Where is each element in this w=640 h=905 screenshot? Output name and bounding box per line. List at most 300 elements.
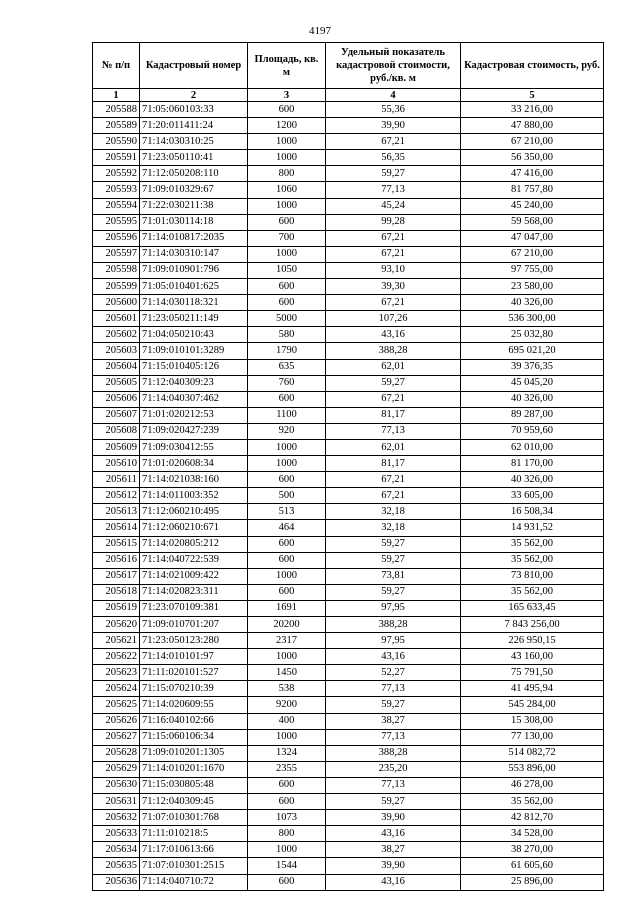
area-cell: 600	[248, 552, 326, 568]
specific-value-cell: 77,13	[326, 729, 461, 745]
cadastral-value-cell: 40 326,00	[461, 472, 604, 488]
specific-value-cell: 43,16	[326, 874, 461, 890]
table-row	[93, 681, 604, 697]
area-cell: 800	[248, 826, 326, 842]
specific-value-cell: 59,27	[326, 166, 461, 182]
cadastral-value-cell: 47 880,00	[461, 118, 604, 134]
specific-value-cell: 77,13	[326, 182, 461, 198]
cadastral-number-cell: 71:14:011003:352	[140, 488, 248, 504]
cadastral-number-cell: 71:09:010329:67	[140, 182, 248, 198]
area-cell: 1200	[248, 118, 326, 134]
area-cell: 1790	[248, 343, 326, 359]
area-cell: 600	[248, 214, 326, 230]
cadastral-number-cell: 71:14:021009:422	[140, 568, 248, 584]
specific-value-cell: 67,21	[326, 134, 461, 150]
row-number-cell: 205611	[93, 472, 140, 488]
cadastral-value-cell: 25 896,00	[461, 874, 604, 890]
table-row	[93, 407, 604, 423]
cadastral-value-cell: 695 021,20	[461, 343, 604, 359]
cadastral-number-cell: 71:11:010218:5	[140, 826, 248, 842]
specific-value-cell: 39,90	[326, 858, 461, 874]
row-number-cell: 205589	[93, 118, 140, 134]
table-row	[93, 359, 604, 375]
table-row	[93, 311, 604, 327]
header-cadastral-number: Кадастровый номер	[140, 43, 248, 89]
table-row	[93, 198, 604, 214]
specific-value-cell: 62,01	[326, 439, 461, 455]
cadastral-number-cell: 71:09:030412:55	[140, 439, 248, 455]
cadastral-number-cell: 71:15:010405:126	[140, 359, 248, 375]
cadastral-value-cell: 47 047,00	[461, 230, 604, 246]
row-number-cell: 205590	[93, 134, 140, 150]
row-number-cell: 205604	[93, 359, 140, 375]
specific-value-cell: 77,13	[326, 681, 461, 697]
area-cell: 1000	[248, 150, 326, 166]
area-cell: 1000	[248, 198, 326, 214]
cadastral-number-cell: 71:09:020427:239	[140, 423, 248, 439]
specific-value-cell: 59,27	[326, 375, 461, 391]
table-row	[93, 423, 604, 439]
row-number-cell: 205623	[93, 665, 140, 681]
cadastral-number-cell: 71:15:060106:34	[140, 729, 248, 745]
cadastral-number-cell: 71:05:010401:625	[140, 279, 248, 295]
specific-value-cell: 59,27	[326, 794, 461, 810]
row-number-cell: 205595	[93, 214, 140, 230]
row-number-cell: 205633	[93, 826, 140, 842]
specific-value-cell: 77,13	[326, 423, 461, 439]
area-cell: 1544	[248, 858, 326, 874]
cadastral-value-cell: 226 950,15	[461, 633, 604, 649]
specific-value-cell: 38,27	[326, 713, 461, 729]
table-row	[93, 633, 604, 649]
cadastral-value-cell: 43 160,00	[461, 649, 604, 665]
table-row	[93, 552, 604, 568]
row-number-cell: 205624	[93, 681, 140, 697]
row-number-cell: 205609	[93, 439, 140, 455]
cadastral-number-cell: 71:15:030805:48	[140, 777, 248, 793]
cadastral-value-cell: 16 508,34	[461, 504, 604, 520]
table-row	[93, 874, 604, 890]
row-number-cell: 205629	[93, 761, 140, 777]
table-row	[93, 729, 604, 745]
row-number-cell: 205596	[93, 230, 140, 246]
area-cell: 20200	[248, 617, 326, 633]
cadastral-number-cell: 71:01:030114:18	[140, 214, 248, 230]
cadastral-value-cell: 97 755,00	[461, 262, 604, 278]
row-number-cell: 205618	[93, 584, 140, 600]
header-cadastral-value: Кадастровая стоимость, руб.	[461, 43, 604, 89]
table-row	[93, 777, 604, 793]
cadastral-value-cell: 35 562,00	[461, 794, 604, 810]
area-cell: 513	[248, 504, 326, 520]
row-number-cell: 205610	[93, 456, 140, 472]
header-specific-value: Удельный показатель кадастровой стоимости, руб./кв. м	[326, 43, 461, 89]
table-row	[93, 649, 604, 665]
specific-value-cell: 32,18	[326, 504, 461, 520]
cadastral-number-cell: 71:01:020212:53	[140, 407, 248, 423]
cadastral-value-cell: 46 278,00	[461, 777, 604, 793]
table-row	[93, 118, 604, 134]
table-row	[93, 858, 604, 874]
cadastral-value-cell: 81 170,00	[461, 456, 604, 472]
area-cell: 1073	[248, 810, 326, 826]
cadastral-number-cell: 71:05:060103:33	[140, 102, 248, 118]
specific-value-cell: 59,27	[326, 552, 461, 568]
cadastral-value-cell: 165 633,45	[461, 600, 604, 616]
area-cell: 1060	[248, 182, 326, 198]
cadastral-number-cell: 71:14:010817:2035	[140, 230, 248, 246]
specific-value-cell: 99,28	[326, 214, 461, 230]
area-cell: 2317	[248, 633, 326, 649]
cadastral-number-cell: 71:14:030310:25	[140, 134, 248, 150]
specific-value-cell: 77,13	[326, 777, 461, 793]
cadastral-number-cell: 71:20:011411:24	[140, 118, 248, 134]
cadastral-value-cell: 23 580,00	[461, 279, 604, 295]
specific-value-cell: 93,10	[326, 262, 461, 278]
row-number-cell: 205631	[93, 794, 140, 810]
cadastral-value-cell: 59 568,00	[461, 214, 604, 230]
cadastral-number-cell: 71:09:010201:1305	[140, 745, 248, 761]
area-cell: 1000	[248, 134, 326, 150]
cadastral-value-cell: 61 605,60	[461, 858, 604, 874]
table-row	[93, 134, 604, 150]
cadastral-number-cell: 71:01:020608:34	[140, 456, 248, 472]
cadastral-value-cell: 42 812,70	[461, 810, 604, 826]
table-row	[93, 520, 604, 536]
area-cell: 5000	[248, 311, 326, 327]
row-number-cell: 205607	[93, 407, 140, 423]
cadastral-value-cell: 47 416,00	[461, 166, 604, 182]
table-row	[93, 584, 604, 600]
cadastral-value-cell: 545 284,00	[461, 697, 604, 713]
specific-value-cell: 55,36	[326, 102, 461, 118]
area-cell: 2355	[248, 761, 326, 777]
row-number-cell: 205616	[93, 552, 140, 568]
area-cell: 600	[248, 874, 326, 890]
table-header-row	[93, 43, 604, 89]
cadastral-value-cell: 15 308,00	[461, 713, 604, 729]
area-cell: 600	[248, 295, 326, 311]
area-cell: 700	[248, 230, 326, 246]
cadastral-number-cell: 71:14:021038:160	[140, 472, 248, 488]
area-cell: 600	[248, 472, 326, 488]
table-row	[93, 794, 604, 810]
cadastral-value-cell: 14 931,52	[461, 520, 604, 536]
area-cell: 760	[248, 375, 326, 391]
cadastral-number-cell: 71:07:010301:2515	[140, 858, 248, 874]
table-row	[93, 295, 604, 311]
area-cell: 1000	[248, 729, 326, 745]
cadastral-value-cell: 35 562,00	[461, 552, 604, 568]
row-number-cell: 205605	[93, 375, 140, 391]
specific-value-cell: 388,28	[326, 745, 461, 761]
cadastral-value-cell: 33 216,00	[461, 102, 604, 118]
cadastral-number-cell: 71:14:040307:462	[140, 391, 248, 407]
specific-value-cell: 43,16	[326, 826, 461, 842]
table-row	[93, 279, 604, 295]
table-row	[93, 617, 604, 633]
specific-value-cell: 32,18	[326, 520, 461, 536]
table-row	[93, 182, 604, 198]
row-number-cell: 205613	[93, 504, 140, 520]
row-number-cell: 205636	[93, 874, 140, 890]
specific-value-cell: 81,17	[326, 456, 461, 472]
row-number-cell: 205597	[93, 246, 140, 262]
cadastral-number-cell: 71:12:060210:671	[140, 520, 248, 536]
column-number-row	[93, 89, 604, 102]
row-number-cell: 205592	[93, 166, 140, 182]
table-row	[93, 745, 604, 761]
row-number-cell: 205606	[93, 391, 140, 407]
specific-value-cell: 97,95	[326, 600, 461, 616]
column-number: 5	[461, 89, 604, 102]
specific-value-cell: 43,16	[326, 327, 461, 343]
cadastral-number-cell: 71:14:010101:97	[140, 649, 248, 665]
cadastral-value-cell: 7 843 256,00	[461, 617, 604, 633]
table-row	[93, 246, 604, 262]
cadastral-value-cell: 67 210,00	[461, 246, 604, 262]
area-cell: 1000	[248, 568, 326, 584]
area-cell: 1324	[248, 745, 326, 761]
row-number-cell: 205628	[93, 745, 140, 761]
row-number-cell: 205625	[93, 697, 140, 713]
area-cell: 600	[248, 584, 326, 600]
row-number-cell: 205598	[93, 262, 140, 278]
cadastral-value-cell: 67 210,00	[461, 134, 604, 150]
table-row	[93, 262, 604, 278]
area-cell: 1450	[248, 665, 326, 681]
cadastral-number-cell: 71:09:010901:796	[140, 262, 248, 278]
cadastral-number-cell: 71:16:040102:66	[140, 713, 248, 729]
specific-value-cell: 62,01	[326, 359, 461, 375]
cadastral-number-cell: 71:14:020609:55	[140, 697, 248, 713]
cadastral-number-cell: 71:12:040309:23	[140, 375, 248, 391]
specific-value-cell: 67,21	[326, 230, 461, 246]
area-cell: 464	[248, 520, 326, 536]
specific-value-cell: 73,81	[326, 568, 461, 584]
row-number-cell: 205599	[93, 279, 140, 295]
specific-value-cell: 107,26	[326, 311, 461, 327]
column-number: 4	[326, 89, 461, 102]
area-cell: 1000	[248, 649, 326, 665]
cadastral-number-cell: 71:14:030310:147	[140, 246, 248, 262]
row-number-cell: 205620	[93, 617, 140, 633]
cadastral-value-cell: 25 032,80	[461, 327, 604, 343]
table-row	[93, 826, 604, 842]
row-number-cell: 205635	[93, 858, 140, 874]
table-body	[93, 102, 604, 891]
cadastral-value-cell: 75 791,50	[461, 665, 604, 681]
table-row	[93, 568, 604, 584]
area-cell: 600	[248, 794, 326, 810]
area-cell: 500	[248, 488, 326, 504]
table-row	[93, 810, 604, 826]
cadastral-value-cell: 73 810,00	[461, 568, 604, 584]
cadastral-number-cell: 71:09:010101:3289	[140, 343, 248, 359]
specific-value-cell: 67,21	[326, 246, 461, 262]
specific-value-cell: 67,21	[326, 391, 461, 407]
cadastral-value-cell: 39 376,35	[461, 359, 604, 375]
row-number-cell: 205634	[93, 842, 140, 858]
cadastral-value-cell: 40 326,00	[461, 391, 604, 407]
area-cell: 920	[248, 423, 326, 439]
row-number-cell: 205603	[93, 343, 140, 359]
specific-value-cell: 43,16	[326, 649, 461, 665]
cadastral-number-cell: 71:12:040309:45	[140, 794, 248, 810]
page-number: 4197	[309, 25, 331, 37]
table-row	[93, 713, 604, 729]
table-row	[93, 439, 604, 455]
area-cell: 600	[248, 279, 326, 295]
cadastral-value-cell: 553 896,00	[461, 761, 604, 777]
specific-value-cell: 388,28	[326, 617, 461, 633]
cadastral-number-cell: 71:23:050123:280	[140, 633, 248, 649]
area-cell: 1100	[248, 407, 326, 423]
cadastral-number-cell: 71:09:010701:207	[140, 617, 248, 633]
cadastral-number-cell: 71:23:070109:381	[140, 600, 248, 616]
row-number-cell: 205622	[93, 649, 140, 665]
table-row	[93, 697, 604, 713]
specific-value-cell: 67,21	[326, 488, 461, 504]
cadastral-number-cell: 71:14:020823:311	[140, 584, 248, 600]
area-cell: 600	[248, 536, 326, 552]
row-number-cell: 205627	[93, 729, 140, 745]
table-row	[93, 665, 604, 681]
area-cell: 600	[248, 102, 326, 118]
cadastral-number-cell: 71:04:050210:43	[140, 327, 248, 343]
table-row	[93, 600, 604, 616]
table-row	[93, 472, 604, 488]
column-number: 1	[93, 89, 140, 102]
cadastral-number-cell: 71:17:010613:66	[140, 842, 248, 858]
row-number-cell: 205617	[93, 568, 140, 584]
area-cell: 800	[248, 166, 326, 182]
area-cell: 1000	[248, 456, 326, 472]
cadastral-number-cell: 71:14:020805:212	[140, 536, 248, 552]
cadastral-number-cell: 71:14:010201:1670	[140, 761, 248, 777]
cadastral-value-cell: 41 495,94	[461, 681, 604, 697]
cadastral-value-cell: 34 528,00	[461, 826, 604, 842]
cadastral-number-cell: 71:22:030211:38	[140, 198, 248, 214]
row-number-cell: 205591	[93, 150, 140, 166]
row-number-cell: 205608	[93, 423, 140, 439]
cadastral-value-cell: 77 130,00	[461, 729, 604, 745]
row-number-cell: 205588	[93, 102, 140, 118]
header-area: Площадь, кв. м	[248, 43, 326, 89]
table-row	[93, 343, 604, 359]
cadastral-value-table	[92, 42, 604, 891]
specific-value-cell: 39,30	[326, 279, 461, 295]
cadastral-number-cell: 71:11:020101:527	[140, 665, 248, 681]
table-row	[93, 391, 604, 407]
table-row	[93, 842, 604, 858]
column-number: 3	[248, 89, 326, 102]
cadastral-value-cell: 33 605,00	[461, 488, 604, 504]
area-cell: 400	[248, 713, 326, 729]
area-cell: 600	[248, 777, 326, 793]
area-cell: 9200	[248, 697, 326, 713]
specific-value-cell: 67,21	[326, 472, 461, 488]
cadastral-value-cell: 514 082,72	[461, 745, 604, 761]
specific-value-cell: 97,95	[326, 633, 461, 649]
table-row	[93, 230, 604, 246]
area-cell: 635	[248, 359, 326, 375]
specific-value-cell: 59,27	[326, 697, 461, 713]
table-row	[93, 166, 604, 182]
row-number-cell: 205594	[93, 198, 140, 214]
area-cell: 1000	[248, 842, 326, 858]
row-number-cell: 205632	[93, 810, 140, 826]
cadastral-value-cell: 40 326,00	[461, 295, 604, 311]
area-cell: 1050	[248, 262, 326, 278]
cadastral-number-cell: 71:23:050110:41	[140, 150, 248, 166]
specific-value-cell: 59,27	[326, 584, 461, 600]
column-number: 2	[140, 89, 248, 102]
specific-value-cell: 56,35	[326, 150, 461, 166]
area-cell: 1000	[248, 246, 326, 262]
cadastral-number-cell: 71:15:070210:39	[140, 681, 248, 697]
table-row	[93, 327, 604, 343]
row-number-cell: 205600	[93, 295, 140, 311]
row-number-cell: 205630	[93, 777, 140, 793]
specific-value-cell: 67,21	[326, 295, 461, 311]
area-cell: 1691	[248, 600, 326, 616]
table-row	[93, 488, 604, 504]
cadastral-value-cell: 45 240,00	[461, 198, 604, 214]
row-number-cell: 205619	[93, 600, 140, 616]
specific-value-cell: 388,28	[326, 343, 461, 359]
cadastral-value-cell: 56 350,00	[461, 150, 604, 166]
row-number-cell: 205621	[93, 633, 140, 649]
cadastral-number-cell: 71:23:050211:149	[140, 311, 248, 327]
area-cell: 600	[248, 391, 326, 407]
specific-value-cell: 38,27	[326, 842, 461, 858]
cadastral-value-cell: 81 757,80	[461, 182, 604, 198]
table-row	[93, 536, 604, 552]
specific-value-cell: 39,90	[326, 118, 461, 134]
row-number-cell: 205614	[93, 520, 140, 536]
table-row	[93, 761, 604, 777]
table-row	[93, 375, 604, 391]
cadastral-number-cell: 71:07:010301:768	[140, 810, 248, 826]
cadastral-number-cell: 71:14:030118:321	[140, 295, 248, 311]
row-number-cell: 205601	[93, 311, 140, 327]
cadastral-value-cell: 62 010,00	[461, 439, 604, 455]
cadastral-number-cell: 71:14:040722:539	[140, 552, 248, 568]
specific-value-cell: 81,17	[326, 407, 461, 423]
cadastral-number-cell: 71:12:060210:495	[140, 504, 248, 520]
row-number-cell: 205615	[93, 536, 140, 552]
row-number-cell: 205602	[93, 327, 140, 343]
cadastral-value-cell: 89 287,00	[461, 407, 604, 423]
specific-value-cell: 235,20	[326, 761, 461, 777]
row-number-cell: 205612	[93, 488, 140, 504]
table-row	[93, 214, 604, 230]
row-number-cell: 205626	[93, 713, 140, 729]
cadastral-value-cell: 35 562,00	[461, 536, 604, 552]
cadastral-value-cell: 35 562,00	[461, 584, 604, 600]
cadastral-number-cell: 71:12:050208:110	[140, 166, 248, 182]
area-cell: 580	[248, 327, 326, 343]
table-row	[93, 456, 604, 472]
table-row	[93, 150, 604, 166]
cadastral-number-cell: 71:14:040710:72	[140, 874, 248, 890]
specific-value-cell: 39,90	[326, 810, 461, 826]
cadastral-value-cell: 536 300,00	[461, 311, 604, 327]
header-row-number: № п/п	[93, 43, 140, 89]
table-row	[93, 102, 604, 118]
specific-value-cell: 52,27	[326, 665, 461, 681]
